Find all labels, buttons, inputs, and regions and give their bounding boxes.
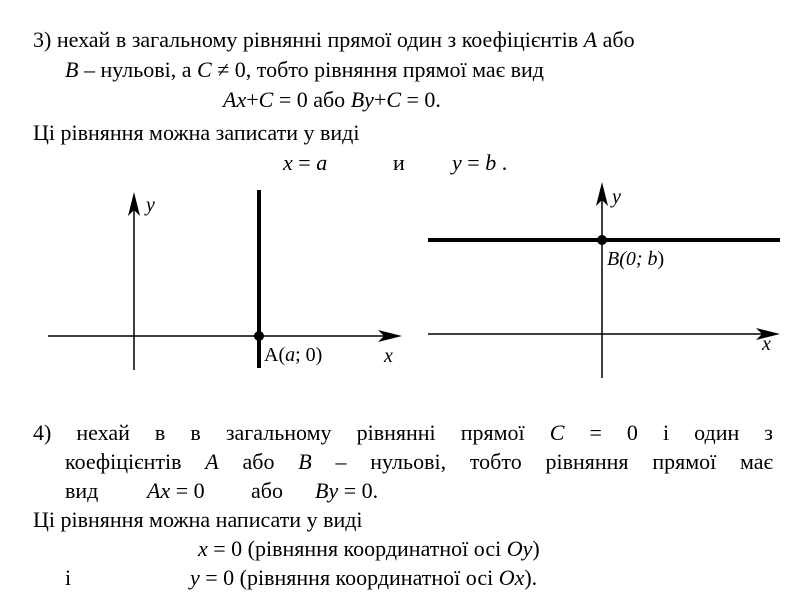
s4-C: C bbox=[549, 420, 565, 445]
eq-C: C bbox=[258, 87, 274, 112]
form-y-eq: = bbox=[461, 150, 486, 175]
form-y-var: y bbox=[452, 150, 462, 175]
coef-B: B bbox=[65, 57, 79, 82]
s4-line-2: коефіцієнтів A або B – нульові, тобто рівняння прямої має bbox=[65, 449, 773, 474]
s4-eq-Ax: Ax = 0 bbox=[147, 478, 205, 503]
form-b: b bbox=[485, 150, 497, 175]
eq-By: By bbox=[350, 87, 374, 112]
point-A bbox=[254, 331, 264, 341]
left-y-label: y bbox=[146, 194, 155, 216]
s4-line-1: 4) нехай в в загальному рівнянні прямої C = 0 і один з bbox=[33, 420, 773, 445]
s3-line-2-neq: ≠ 0, тобто рівняння прямої має вид bbox=[211, 57, 544, 82]
s3-write-intro: Ці рівняння можна записати у виді bbox=[33, 120, 360, 145]
eq-mid: = 0 або bbox=[273, 87, 351, 112]
s4-write-intro: Ці рівняння можна написати у виді bbox=[33, 507, 363, 532]
s4-A: A bbox=[205, 449, 219, 474]
s4-and: і bbox=[65, 565, 72, 590]
right-y-label: y bbox=[612, 186, 621, 208]
eq-end: = 0. bbox=[401, 87, 441, 112]
eq-plus: + bbox=[246, 87, 259, 112]
s4-vid: вид bbox=[65, 478, 99, 503]
graph-left bbox=[48, 190, 402, 370]
s4-eq-By: By = 0. bbox=[315, 478, 379, 503]
form-x-eq: = bbox=[292, 150, 317, 175]
graph-right bbox=[428, 182, 780, 378]
form-x-var: x bbox=[283, 150, 293, 175]
coef-C: C bbox=[197, 57, 212, 82]
eq-Ax: Ax bbox=[223, 87, 247, 112]
s3-line-2-mid: – нульові, а bbox=[78, 57, 198, 82]
eq-plus-2: + bbox=[373, 87, 387, 112]
form-end: . bbox=[496, 150, 508, 175]
s4-B: B bbox=[298, 449, 312, 474]
coef-A: A bbox=[583, 27, 598, 52]
eq-C-2: C bbox=[386, 87, 401, 112]
right-x-label: x bbox=[762, 333, 771, 355]
point-B-label: B(0; b) bbox=[607, 248, 665, 270]
s3-line-1-pre: 3) нехай в загальному рівнянні прямої один з коефіцієнтів bbox=[33, 27, 584, 52]
form-a: a bbox=[316, 150, 328, 175]
left-x-label: x bbox=[384, 345, 393, 367]
s3-line-1-post: або bbox=[597, 27, 635, 52]
s4-abo: або bbox=[251, 478, 283, 503]
point-B bbox=[597, 235, 607, 245]
point-A-label: A(a; 0) bbox=[264, 344, 323, 366]
s4-formula-1: x = 0 (рівняння координатної осі Oy) bbox=[198, 536, 540, 561]
s3-form-and: и bbox=[393, 150, 405, 175]
s4-line-3 bbox=[65, 480, 98, 502]
s4-formula-2: y = 0 (рівняння координатної осі Ox). bbox=[190, 565, 538, 590]
